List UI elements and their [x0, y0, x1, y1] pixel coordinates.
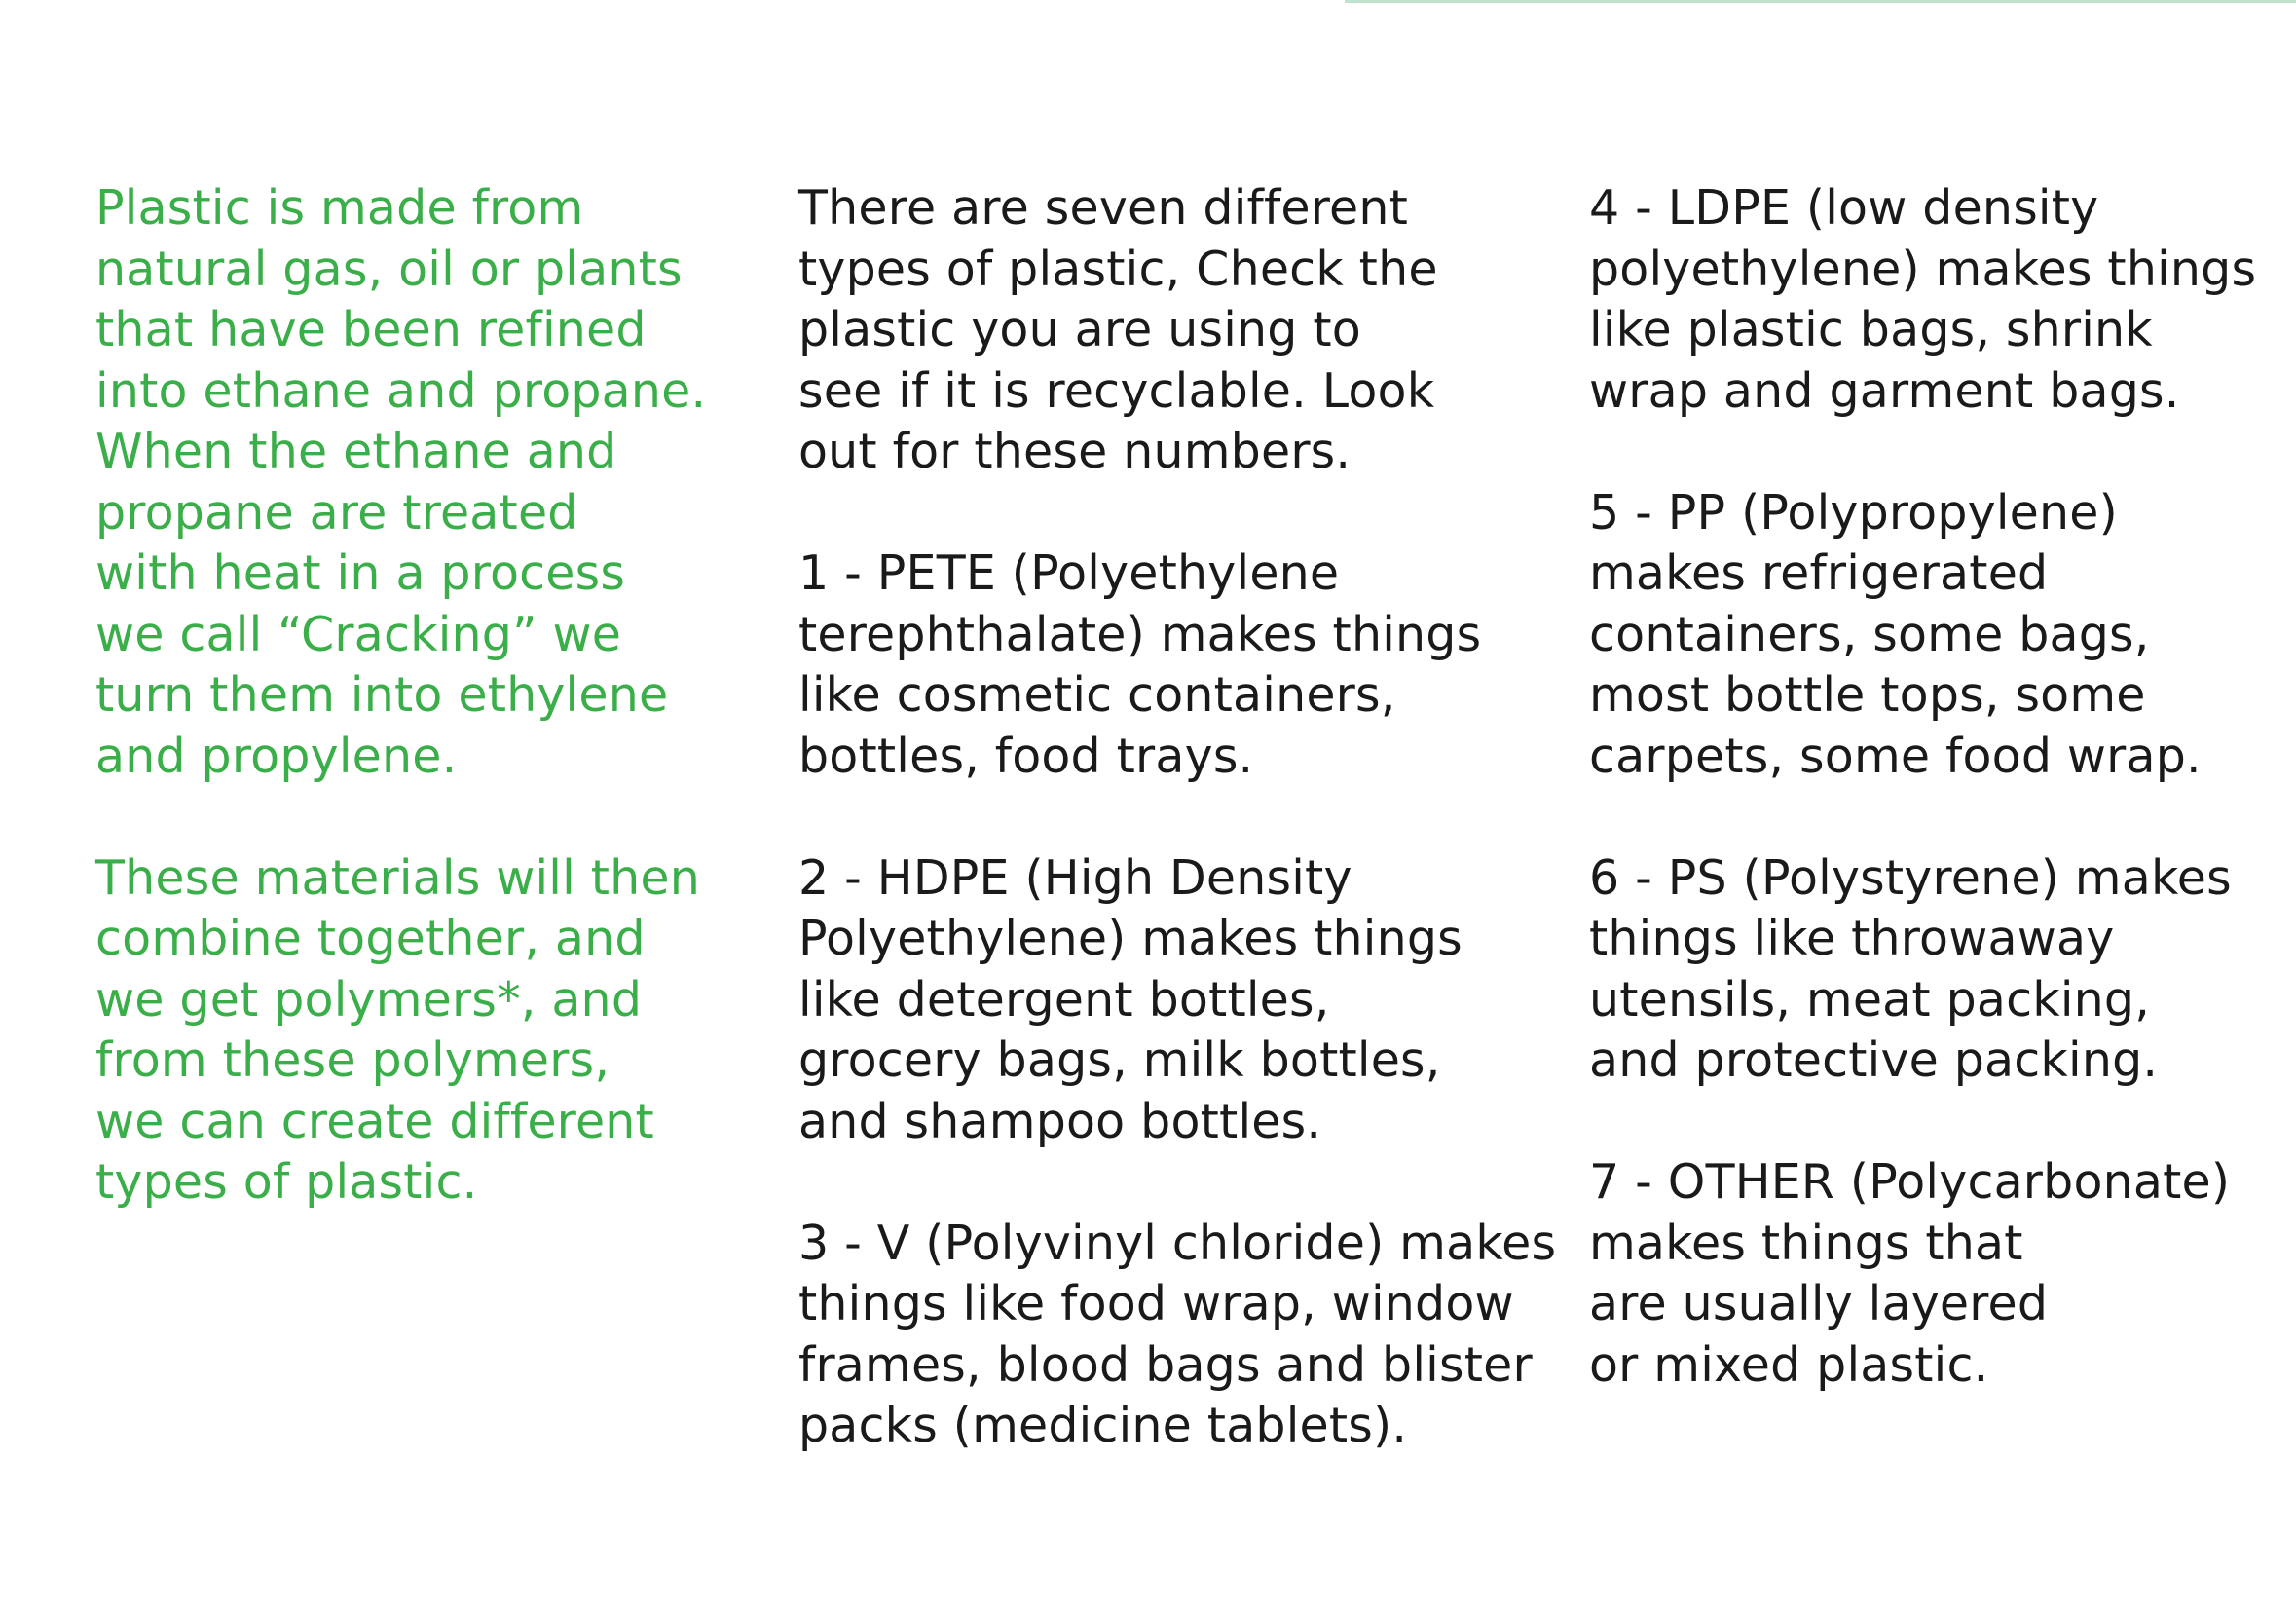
plastic-type-4	[1589, 178, 2271, 422]
text-line: from these polymers,	[95, 1032, 611, 1088]
text-line: like plastic bags, shrink	[1589, 302, 2153, 357]
seven-types-paragraph	[798, 178, 1519, 483]
text-line: 7 - OTHER (Polycarbonate)	[1589, 1154, 2231, 1210]
text-line: we get polymers*, and	[95, 971, 643, 1028]
text-line: most bottle tops, some	[1589, 667, 2146, 723]
plastic-type-2	[798, 848, 1519, 1153]
text-line: and shampoo bottles.	[798, 1093, 1322, 1149]
text-line: 1 - PETE (Polyethylene	[798, 545, 1340, 601]
text-line: out for these numbers.	[798, 424, 1352, 479]
middle-column	[798, 178, 1557, 1517]
text-line: plastic you are using to	[798, 302, 1361, 357]
text-line: frames, blood bags and blister	[798, 1336, 1533, 1393]
text-line: things like throwaway	[1589, 911, 2115, 966]
text-line: we call “Cracking” we	[95, 606, 622, 662]
text-line: makes things that	[1589, 1215, 2023, 1271]
text-line: 2 - HDPE (High Density	[798, 849, 1352, 906]
text-line: types of plastic, Check the	[798, 241, 1438, 297]
text-line: bottles, food trays.	[798, 728, 1254, 784]
text-line: packs (medicine tablets).	[798, 1398, 1408, 1453]
text-line: Polyethylene) makes things	[798, 911, 1463, 966]
text-line: These materials will then	[95, 849, 700, 906]
text-line: utensils, meat packing,	[1589, 971, 2150, 1028]
text-line: like cosmetic containers,	[798, 667, 1396, 723]
text-line: we can create different	[95, 1093, 654, 1149]
plastic-type-7	[1589, 1152, 2271, 1396]
text-line: turn them into ethylene	[95, 667, 669, 723]
text-line: 3 - V (Polyvinyl chloride) makes	[798, 1215, 1557, 1271]
text-line: makes refrigerated	[1589, 545, 2049, 601]
left-column	[95, 178, 707, 1274]
text-line: terephthalate) makes things	[798, 606, 1482, 662]
text-line: that have been refined	[95, 302, 647, 357]
plastic-type-1	[798, 543, 1519, 787]
plastic-type-6	[1589, 848, 2271, 1092]
text-line: natural gas, oil or plants	[95, 241, 683, 297]
text-line: combine together, and	[95, 911, 646, 966]
text-line: wrap and garment bags.	[1589, 362, 2180, 419]
right-column	[1589, 178, 2271, 1457]
text-line: things like food wrap, window	[798, 1276, 1514, 1331]
text-line: into ethane and propane.	[95, 362, 707, 419]
text-line: 6 - PS (Polystyrene) makes	[1589, 849, 2232, 906]
top-divider	[1345, 0, 2296, 3]
text-line: with heat in a process	[95, 545, 626, 601]
text-line: see if it is recyclable. Look	[798, 362, 1435, 419]
text-line: like detergent bottles,	[798, 971, 1330, 1028]
text-line: carpets, some food wrap.	[1589, 728, 2202, 784]
text-line: or mixed plastic.	[1589, 1336, 1989, 1393]
plastic-type-5	[1589, 483, 2271, 788]
text-line: grocery bags, milk bottles,	[798, 1032, 1441, 1088]
intro-paragraph	[95, 178, 707, 787]
text-line: propane are treated	[95, 484, 578, 541]
text-line: polyethylene) makes things	[1589, 241, 2257, 297]
text-line: are usually layered	[1589, 1276, 2049, 1331]
text-line: 5 - PP (Polypropylene)	[1589, 484, 2118, 541]
text-line: and propylene.	[95, 728, 458, 784]
text-line: Plastic is made from	[95, 180, 584, 236]
plastic-type-3	[798, 1214, 1557, 1457]
text-line: When the ethane and	[95, 424, 617, 479]
text-line: There are seven different	[798, 180, 1409, 236]
text-line: 4 - LDPE (low density	[1589, 180, 2099, 236]
text-line: types of plastic.	[95, 1154, 478, 1210]
text-line: and protective packing.	[1589, 1032, 2159, 1088]
polymers-paragraph	[95, 848, 699, 1214]
text-line: containers, some bags,	[1589, 606, 2150, 662]
